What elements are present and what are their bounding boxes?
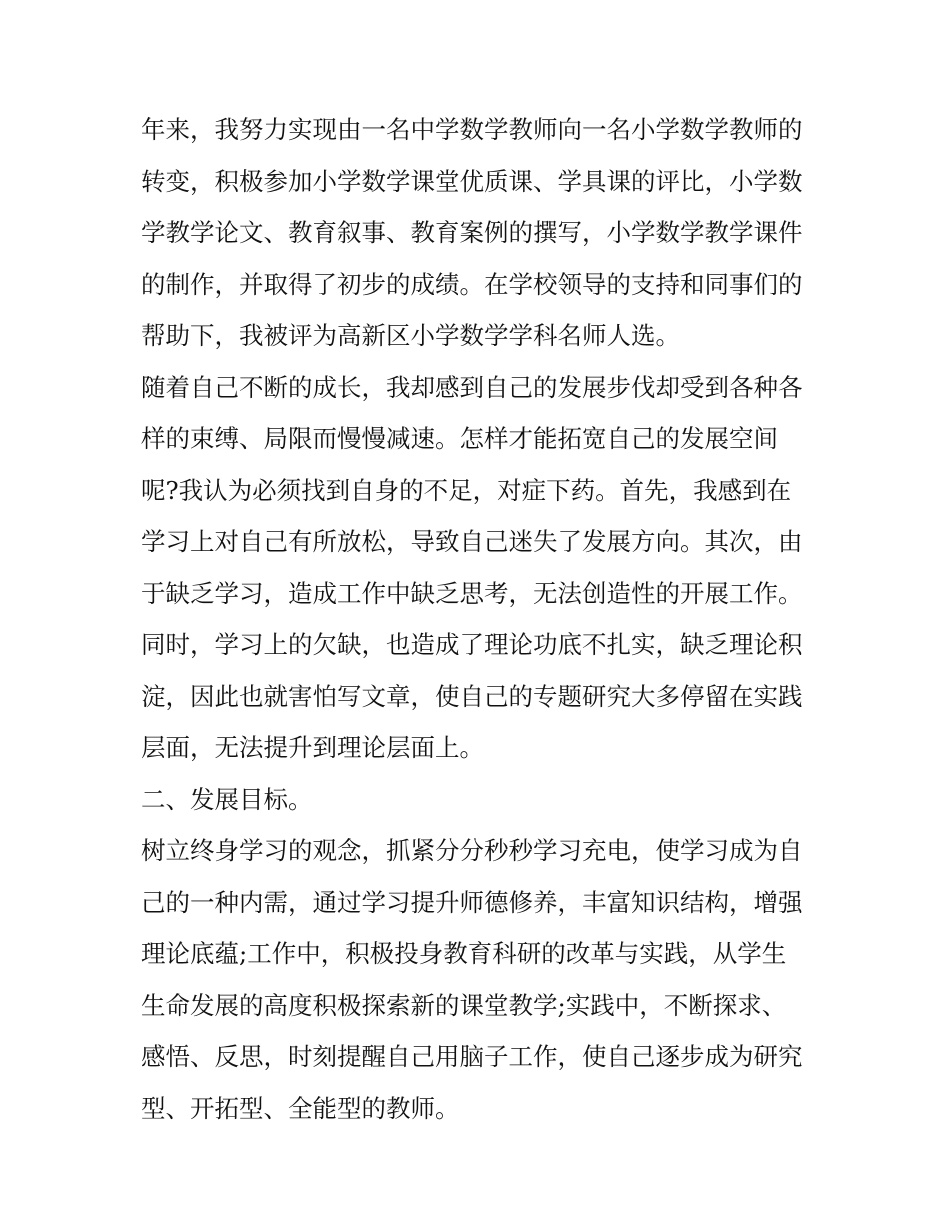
text-line: 转变，积极参加小学数学课堂优质课、学具课的评比，小学数 — [141, 166, 803, 196]
text-line: 型、开拓型、全能型的教师。 — [141, 1093, 460, 1123]
text-line: 帮助下，我被评为高新区小学数学学科名师人选。 — [141, 321, 680, 350]
text-line: 于缺乏学习，造成工作中缺乏思考，无法创造性的开展工作。 — [141, 578, 803, 608]
text-line: 年来，我努力实现由一名中学数学教师向一名小学数学教师的 — [141, 115, 803, 144]
text-line: 树立终身学习的观念，抓紧分分秒秒学习充电，使学习成为自 — [141, 836, 803, 865]
text-line: 学教学论文、教育叙事、教育案例的撰写，小学数学教学课件 — [141, 218, 803, 247]
text-line: 的制作，并取得了初步的成绩。在学校领导的支持和同事们的 — [141, 269, 803, 299]
text-line: 样的束缚、局限而慢慢减速。怎样才能拓宽自己的发展空间 — [141, 424, 778, 453]
document-body — [141, 104, 813, 1134]
text-line: 生命发展的高度积极探索新的课堂教学;实践中，不断探求、 — [141, 990, 787, 1020]
text-line: 感悟、反思，时刻提醒自己用脑子工作，使自己逐步成为研究 — [141, 1042, 803, 1071]
text-line: 学习上对自己有所放松，导致自己迷失了发展方向。其次，由 — [141, 527, 803, 556]
text-line: 随着自己不断的成长，我却感到自己的发展步伐却受到各种各 — [141, 372, 803, 402]
section-heading: 二、发展目标。 — [141, 784, 313, 814]
text-line: 呢?我认为必须找到自身的不足，对症下药。首先，我感到在 — [141, 475, 792, 505]
text-line: 同时，学习上的欠缺，也造成了理论功底不扎实，缺乏理论积 — [141, 630, 803, 659]
text-line: 层面，无法提升到理论层面上。 — [141, 733, 484, 762]
text-line: 己的一种内需，通过学习提升师德修养，丰富知识结构，增强 — [141, 887, 803, 917]
text-line: 理论底蕴;工作中，积极投身教育科研的改革与实践，从学生 — [141, 939, 787, 968]
text-line: 淀，因此也就害怕写文章，使自己的专题研究大多停留在实践 — [141, 681, 803, 711]
